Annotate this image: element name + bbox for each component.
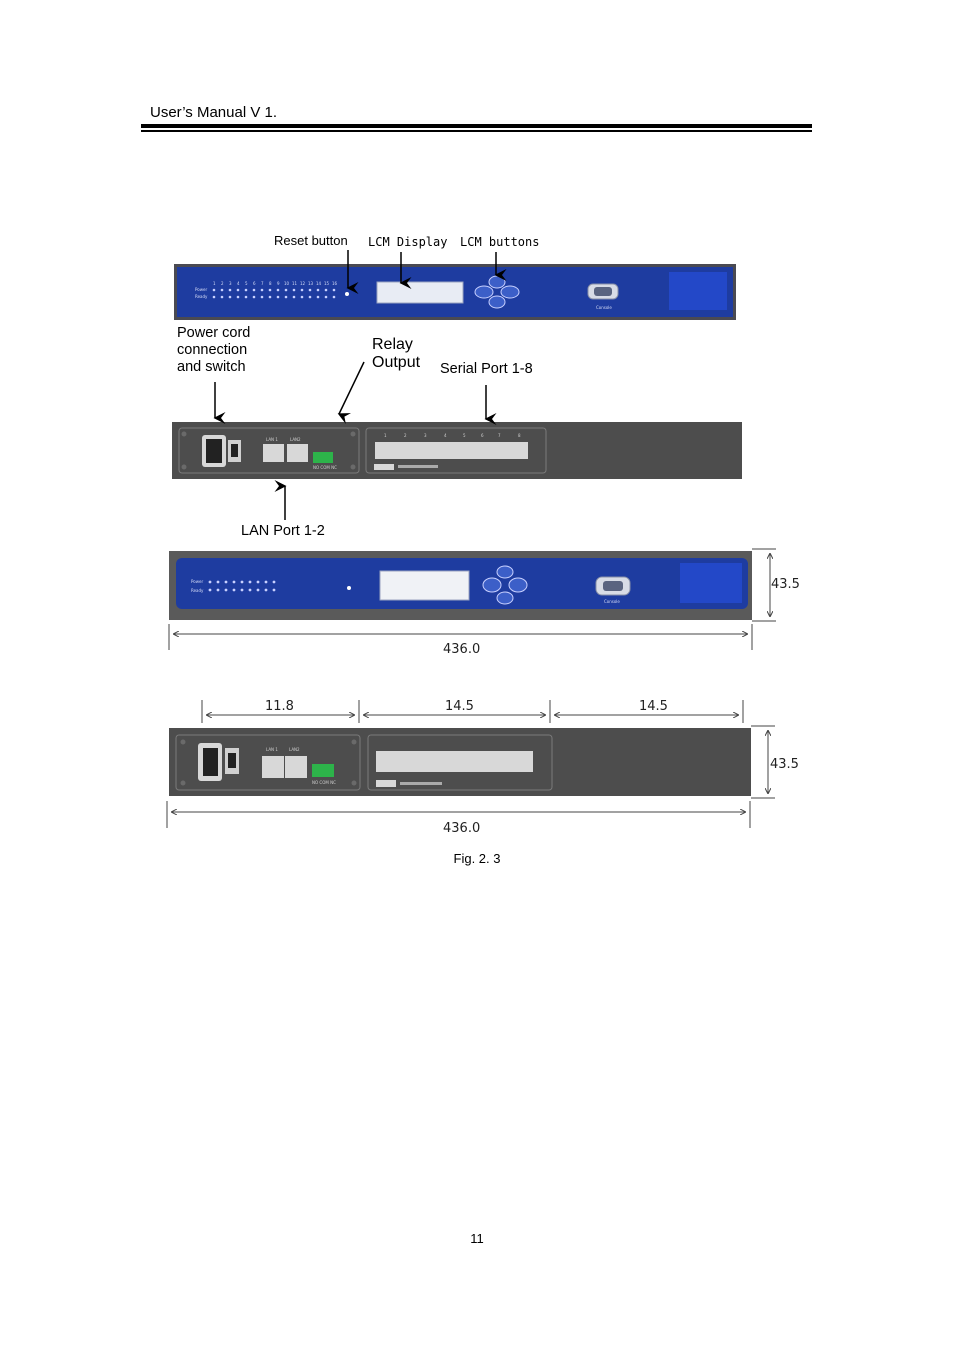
callout-relay-line2: Output: [372, 354, 421, 371]
led-label-ready-2: Ready: [191, 588, 204, 593]
callout-lcm-buttons: LCM buttons: [460, 235, 540, 249]
rear-height-dimension: 43.5: [770, 757, 799, 772]
figure-caption: Fig. 2. 3: [453, 851, 501, 866]
serial-num: 2: [404, 433, 407, 438]
lan1-label: LAN 1: [266, 437, 278, 442]
callout-lcm-display: LCM Display: [368, 235, 448, 249]
rear-segment-3: 14.5: [639, 699, 668, 714]
serial-num: 1: [384, 433, 387, 438]
lan2-label-2: LAN2: [289, 747, 300, 752]
serial-num: 5: [463, 433, 466, 438]
port-num: 11: [292, 281, 298, 286]
console-label-2: Console: [604, 599, 620, 604]
serial-num: 4: [444, 433, 447, 438]
relay-terminal-label: NO COM NC: [313, 465, 337, 470]
serial-num: 7: [498, 433, 501, 438]
port-num: 13: [308, 281, 314, 286]
serial-num: 6: [481, 433, 484, 438]
callout-lan-port: LAN Port 1-2: [241, 523, 325, 539]
front-panel-dimensioned: [169, 551, 752, 620]
callout-relay-line1: Relay: [372, 336, 413, 353]
front-height-dimension: 43.5: [771, 577, 800, 592]
callout-serial-port: Serial Port 1-8: [440, 361, 533, 377]
reset-button-hole: [345, 292, 349, 296]
front-width-dimension: 436.0: [443, 642, 481, 657]
port-num: 2: [221, 281, 224, 286]
port-num: 4: [237, 281, 240, 286]
led-label-power: Power: [195, 287, 208, 292]
callout-power-cord-line1: Power cord: [177, 325, 251, 341]
rear-segment-2: 14.5: [445, 699, 474, 714]
lcm-display: [377, 282, 463, 303]
port-num: 9: [277, 281, 280, 286]
led-label-power-2: Power: [191, 579, 204, 584]
page-number: 11: [470, 1231, 484, 1246]
port-num: 6: [253, 281, 256, 286]
port-num: 16: [332, 281, 338, 286]
serial-num: 8: [518, 433, 521, 438]
relay-terminal-label-2: NO COM NC: [312, 780, 336, 785]
callout-power-cord-line2: connection: [177, 342, 248, 358]
led-label-ready: Ready: [195, 294, 208, 299]
port-num: 8: [269, 281, 272, 286]
rear-width-dimension: 436.0: [443, 821, 481, 836]
front-panel-top: [174, 264, 736, 320]
port-num: 10: [284, 281, 290, 286]
lan-port-2: [287, 444, 308, 462]
console-label: Console: [596, 305, 612, 310]
manual-header-title: User’s Manual V 1.: [150, 104, 278, 121]
callout-power-cord-line3: and switch: [177, 359, 246, 375]
port-num: 3: [229, 281, 232, 286]
port-num: 5: [245, 281, 248, 286]
callout-reset-button: Reset button: [274, 233, 348, 248]
lan-port-1: [263, 444, 284, 462]
rear-panel-top: [172, 422, 742, 479]
port-num: 15: [324, 281, 330, 286]
serial-num: 3: [424, 433, 427, 438]
port-num: 14: [316, 281, 322, 286]
port-num: 12: [300, 281, 306, 286]
lan1-label-2: LAN 1: [266, 747, 278, 752]
port-num: 1: [213, 281, 216, 286]
relay-terminal: [313, 452, 333, 463]
rear-segment-1: 11.8: [265, 699, 294, 714]
port-num: 7: [261, 281, 264, 286]
serial-ports: [375, 442, 528, 459]
lan2-label: LAN2: [290, 437, 301, 442]
rear-panel-dimensioned: [169, 728, 751, 796]
